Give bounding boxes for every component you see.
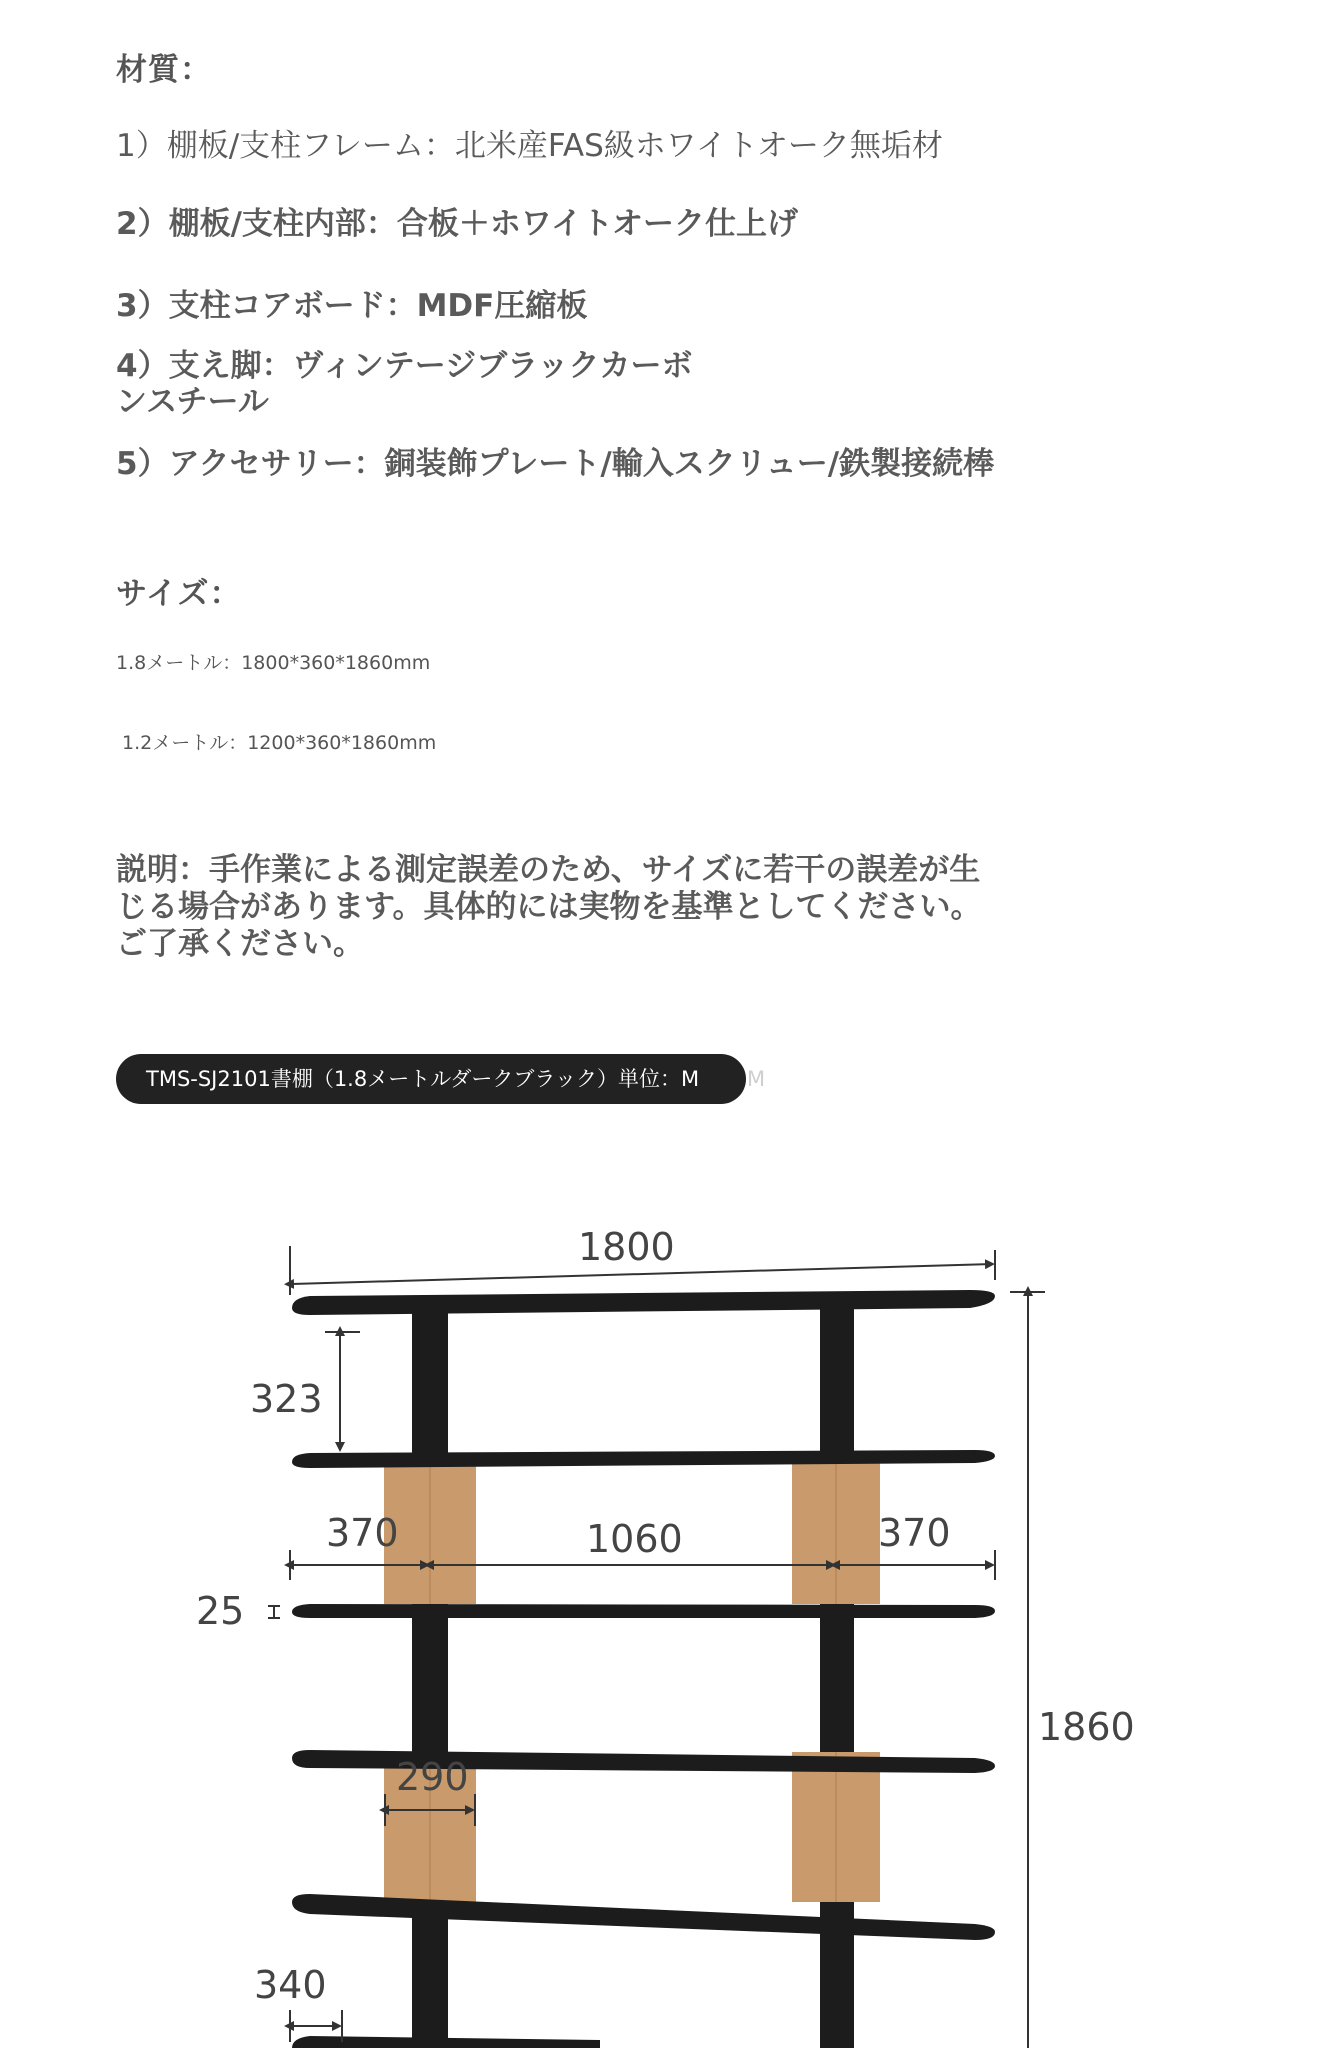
- depth-dimension: [254, 1963, 342, 2042]
- thickness-label: 25: [196, 1589, 245, 1633]
- thickness-dimension: [196, 1589, 280, 1633]
- material-item-2: 2）棚板/支柱内部：合板＋ホワイトオーク仕上げ: [116, 206, 799, 242]
- uprights: [412, 1298, 854, 2048]
- left-offset-label: 370: [326, 1511, 399, 1555]
- material-item-4: 4）支え脚：ヴィンテージブラックカーボ: [116, 348, 693, 384]
- width-dimension: [290, 1225, 995, 1295]
- right-offset-label: 370: [878, 1511, 951, 1555]
- shelf-gap-label: 323: [250, 1377, 323, 1421]
- depth-label: 340: [254, 1963, 327, 2007]
- shelves: [292, 1290, 995, 2048]
- size-item-1: 1.8メートル：1800*360*1860mm: [116, 652, 431, 674]
- model-label-text: TMS-SJ2101書棚（1.8メートルダークブラック）単位：M: [146, 1067, 700, 1091]
- height-dimension: [1010, 1292, 1135, 2048]
- sizes-heading: サイズ：: [116, 576, 242, 612]
- material-item-5: 5）アクセサリー：銅装飾プレート/輸入スクリュー/鉄製接続棒: [116, 446, 995, 482]
- size-item-2: 1.2メートル：1200*360*1860mm: [122, 732, 437, 754]
- materials-heading: 材質：: [116, 52, 212, 88]
- model-label: [116, 1054, 746, 1104]
- note-text: 説明：手作業による測定誤差のため、サイズに若干の誤差が生じる場合があります。具体的には実物を基準としてください。ご了承ください。: [116, 852, 982, 962]
- model-label-tail: M: [747, 1067, 766, 1091]
- height-label: 1860: [1038, 1705, 1135, 1749]
- middle-span-label: 1060: [586, 1517, 683, 1561]
- shelf-diagram: [0, 1180, 1322, 2048]
- material-item-4-cont: ンスチール: [116, 384, 269, 420]
- shelf-gap-dimension: [250, 1332, 360, 1450]
- width-label: 1800: [578, 1225, 675, 1269]
- material-item-3: 3）支柱コアボード：MDF圧縮板: [116, 288, 588, 324]
- post-width-label: 290: [396, 1755, 469, 1799]
- material-item-1: 1）棚板/支柱フレーム：北米産FAS級ホワイトオーク無垢材: [116, 128, 943, 164]
